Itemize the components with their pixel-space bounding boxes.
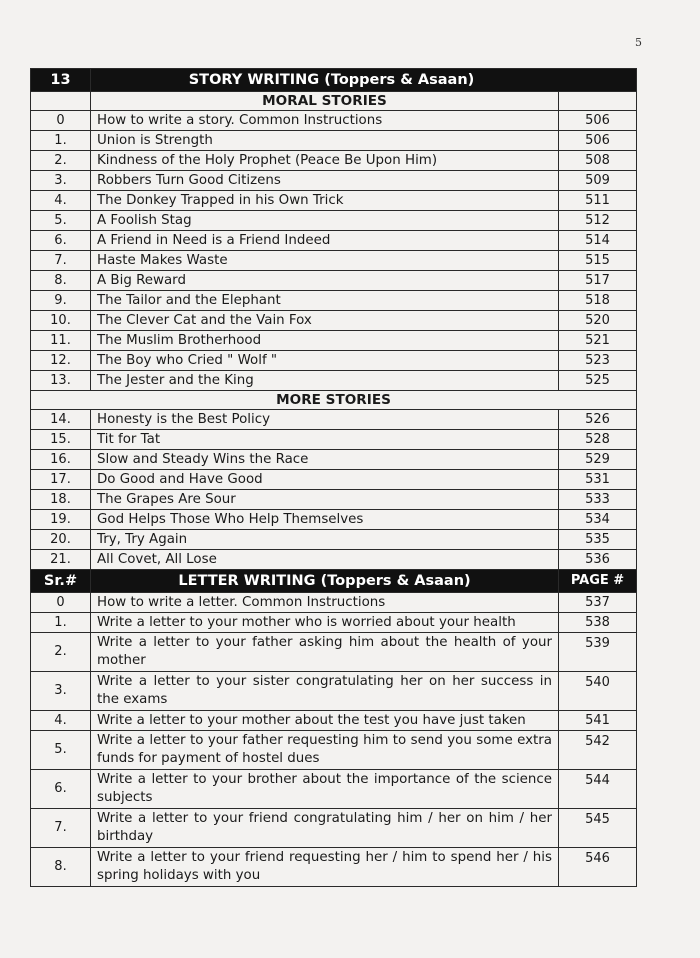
row-number: 15. [31,430,91,450]
row-number: 7. [31,251,91,271]
row-page: 544 [559,770,637,809]
row-number: 12. [31,351,91,371]
table-row [31,633,637,672]
table-row [31,672,637,711]
row-number: 3. [31,672,91,711]
table-row [31,271,637,291]
row-title: The Donkey Trapped in his Own Trick [91,191,559,211]
row-page: 523 [559,351,637,371]
row-title: A Big Reward [91,271,559,291]
row-number: 6. [31,231,91,251]
table-row [31,848,637,887]
row-number: 10. [31,311,91,331]
row-page: 545 [559,809,637,848]
table-row [31,593,637,613]
row-number: 3. [31,171,91,191]
row-page: 511 [559,191,637,211]
row-title: How to write a story. Common Instructions [91,111,559,131]
row-title: God Helps Those Who Help Themselves [91,510,559,530]
row-title: A Foolish Stag [91,211,559,231]
row-title: Write a letter to your father asking him about the health of your mother [91,633,559,672]
row-title: Write a letter to your friend congratulating him / her on him / her birthday [91,809,559,848]
moral-stories-heading-row [31,92,637,111]
row-number: 18. [31,490,91,510]
table-row [31,613,637,633]
row-page: 525 [559,371,637,391]
row-page: 546 [559,848,637,887]
row-number: 20. [31,530,91,550]
row-number: 4. [31,711,91,731]
row-page: 538 [559,613,637,633]
table-row [31,351,637,371]
table-row [31,731,637,770]
row-page: 529 [559,450,637,470]
table-row [31,131,637,151]
row-page: 509 [559,171,637,191]
table-row [31,450,637,470]
letter-section-header [31,570,637,593]
row-title: Honesty is the Best Policy [91,410,559,430]
subsection-heading: MORE STORIES [31,391,637,410]
row-title: Write a letter to your mother who is worried about your health [91,613,559,633]
row-title: Union is Strength [91,131,559,151]
row-number: 0 [31,111,91,131]
table-row [31,231,637,251]
table-row [31,331,637,351]
row-title: The Boy who Cried " Wolf " [91,351,559,371]
table-row [31,711,637,731]
row-number: 5. [31,211,91,231]
row-title: Try, Try Again [91,530,559,550]
table-row [31,770,637,809]
row-page: 520 [559,311,637,331]
row-number: 1. [31,613,91,633]
row-number: 11. [31,331,91,351]
row-page: 535 [559,530,637,550]
row-number: 8. [31,271,91,291]
row-title: Write a letter to your father requesting him to send you some extra funds for payment of hostel dues [91,731,559,770]
row-page: 540 [559,672,637,711]
row-page: 536 [559,550,637,570]
row-page: 533 [559,490,637,510]
table-row [31,550,637,570]
row-number: 16. [31,450,91,470]
table-row [31,311,637,331]
table-row [31,430,637,450]
row-title: Write a letter to your sister congratulating her on her success in the exams [91,672,559,711]
row-number: 5. [31,731,91,770]
row-title: The Grapes Are Sour [91,490,559,510]
page-column-label: PAGE # [559,570,637,593]
row-title: Haste Makes Waste [91,251,559,271]
row-number: 2. [31,151,91,171]
row-page: 512 [559,211,637,231]
table-row [31,251,637,271]
serial-column-label: Sr.# [31,570,91,593]
table-row [31,211,637,231]
table-row [31,510,637,530]
row-page: 515 [559,251,637,271]
row-title: Do Good and Have Good [91,470,559,490]
section-title: STORY WRITING (Toppers & Asaan) [91,69,637,92]
row-page: 514 [559,231,637,251]
row-title: Robbers Turn Good Citizens [91,171,559,191]
page-number: 5 [635,36,642,49]
row-number: 8. [31,848,91,887]
row-title: Tit for Tat [91,430,559,450]
row-title: The Clever Cat and the Vain Fox [91,311,559,331]
row-title: A Friend in Need is a Friend Indeed [91,231,559,251]
row-number: 13. [31,371,91,391]
row-number: 9. [31,291,91,311]
table-row [31,111,637,131]
story-section-header [31,69,637,92]
row-page: 508 [559,151,637,171]
row-number: 21. [31,550,91,570]
table-row [31,371,637,391]
section-title: LETTER WRITING (Toppers & Asaan) [91,570,559,593]
row-page: 541 [559,711,637,731]
row-number: 4. [31,191,91,211]
row-page: 539 [559,633,637,672]
row-number: 17. [31,470,91,490]
table-row [31,291,637,311]
table-row [31,171,637,191]
row-title: Kindness of the Holy Prophet (Peace Be Upon Him) [91,151,559,171]
row-page: 518 [559,291,637,311]
row-title: Write a letter to your mother about the test you have just taken [91,711,559,731]
table-row [31,490,637,510]
row-title: The Muslim Brotherhood [91,331,559,351]
row-number: 19. [31,510,91,530]
row-page: 542 [559,731,637,770]
table-row [31,410,637,430]
row-page: 521 [559,331,637,351]
row-page: 528 [559,430,637,450]
table-row [31,151,637,171]
row-page: 534 [559,510,637,530]
row-title: How to write a letter. Common Instructions [91,593,559,613]
section-number: 13 [31,69,91,92]
row-page: 531 [559,470,637,490]
row-title: The Tailor and the Elephant [91,291,559,311]
table-row [31,809,637,848]
row-number: 2. [31,633,91,672]
row-title: The Jester and the King [91,371,559,391]
row-title: Write a letter to your brother about the importance of the science subjects [91,770,559,809]
row-number: 7. [31,809,91,848]
row-page: 526 [559,410,637,430]
row-page: 517 [559,271,637,291]
row-number: 14. [31,410,91,430]
row-number: 0 [31,593,91,613]
subsection-heading: MORAL STORIES [91,92,559,111]
row-title: Slow and Steady Wins the Race [91,450,559,470]
row-number: 6. [31,770,91,809]
contents-table [30,68,637,887]
row-page: 506 [559,111,637,131]
table-row [31,470,637,490]
more-stories-heading-row [31,391,637,410]
row-page: 537 [559,593,637,613]
table-row [31,530,637,550]
row-title: All Covet, All Lose [91,550,559,570]
row-page: 506 [559,131,637,151]
row-number: 1. [31,131,91,151]
table-row [31,191,637,211]
contents-table-body [31,69,637,887]
row-title: Write a letter to your friend requesting her / him to spend her / his spring holidays with you [91,848,559,887]
